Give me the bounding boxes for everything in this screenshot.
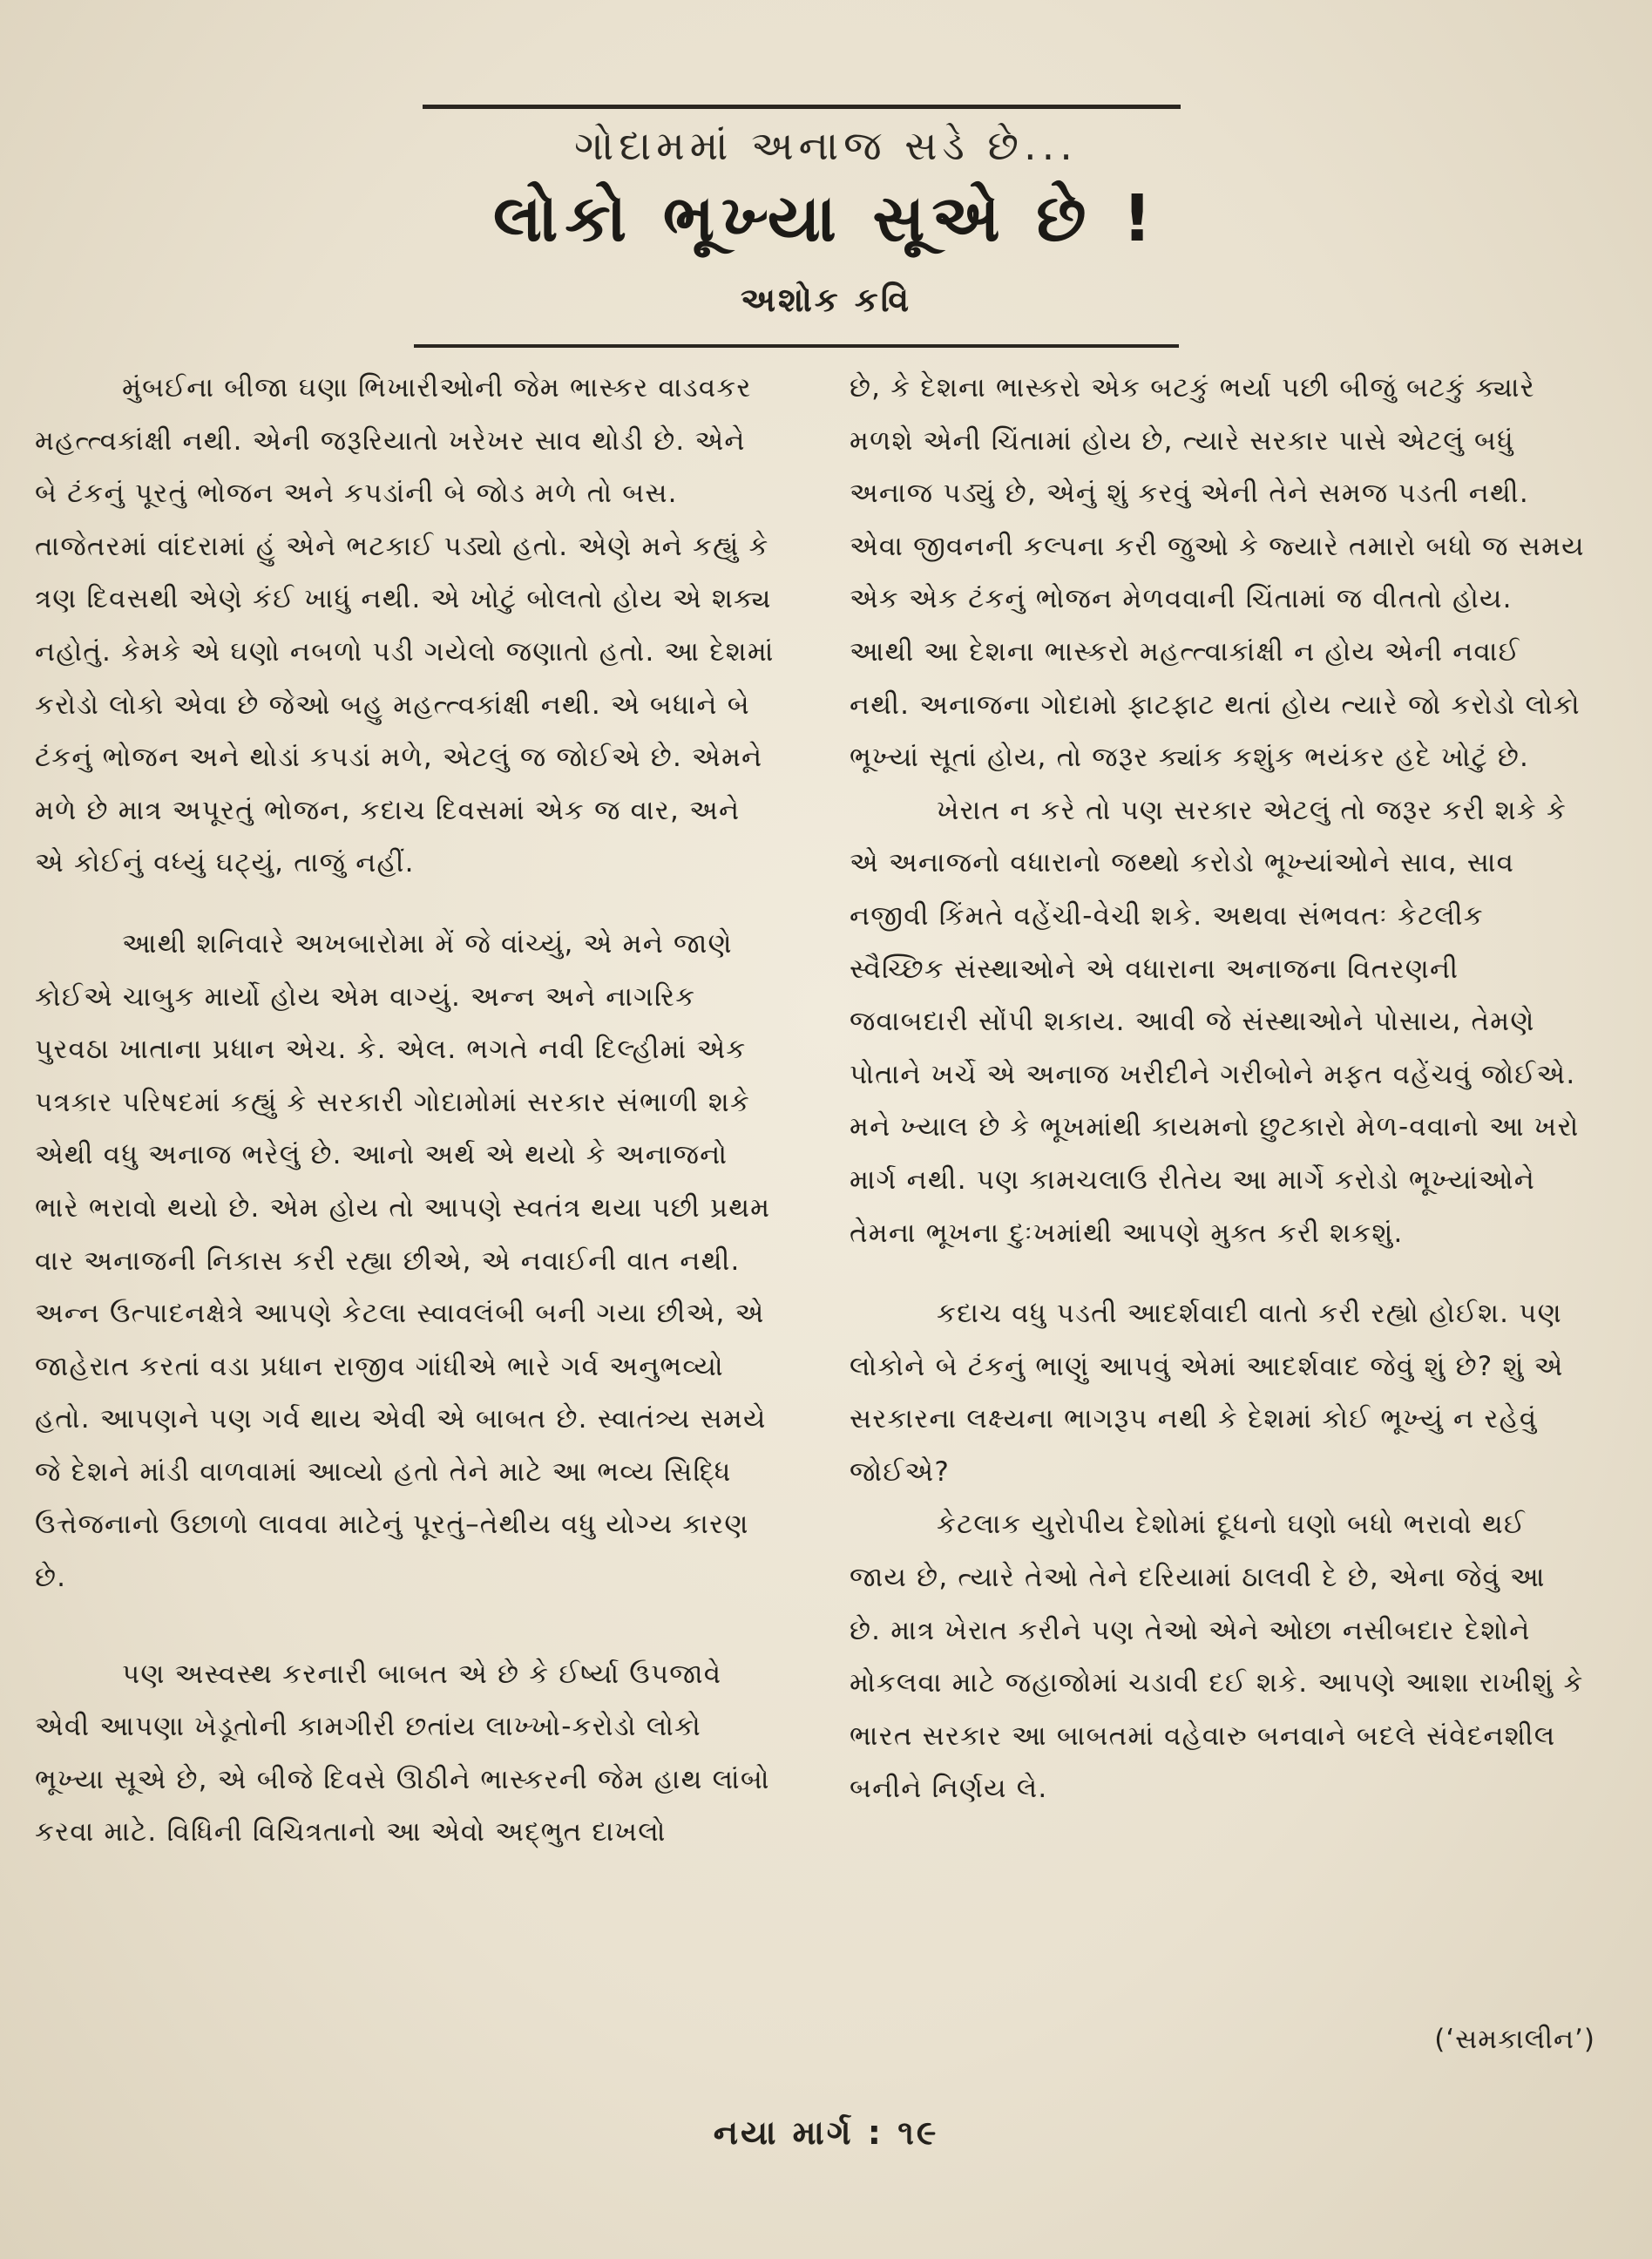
paragraph: આથી શનિવારે અખબારોમા મેં જે વાંચ્યું, એ મને જાણે કોઈએ ચાબુક માર્યો હોય એમ વાગ્યું. અન્ન અને નાગરિક પુરવઠા ખાતાના પ્રધાન એચ. કે. એલ. ભગતે નવી દિલ્હીમાં એક પત્રકાર પરિષદમાં કહ્યું કે સરકારી ગોદામોમાં સરકાર સંભાળી શકે એથી વધુ અનાજ ભરેલું છે. આનો અર્થ એ થયો કે અનાજનો ભારે ભરાવો થયો છે. એમ હોય તો આપણે સ્વતંત્ર થયા પછી પ્રથમ વાર અનાજની નિકાસ કરી રહ્યા છીએ, એ નવાઈની વાત નથી. અન્ન ઉત્પાદનક્ષેત્રે આપણે કેટલા સ્વાવલંબી બની ગયા છીએ, એ જાહેરાત કરતાં વડા પ્રધાન રાજીવ ગાંધીએ ભારે ગર્વ અનુભવ્યો હતો. આપણને પણ ગર્વ થાય એવી એ બાબત છે. સ્વાતંત્ર્ય સમયે જે દેશને માંડી વાળવામાં આવ્યો હતો તેને માટે આ ભવ્ય સિદ્ધિ ઉત્તેજનાનો ઉછાળો લાવવા માટેનું પૂરતું–તેથીય વધુ યોગ્ય કારણ છે. xyxy=(35,927,771,1594)
left-column xyxy=(35,362,775,1859)
source-credit: (‘સમકાલીન’) xyxy=(1434,2024,1595,2055)
byline-rule xyxy=(414,344,1179,348)
paragraph: મુંબઈના બીજા ઘણા ભિખારીઓની જેમ ભાસ્કર વાડવકર મહત્ત્વકાંક્ષી નથી. એની જરૂરિયાતો ખરેખર સાવ થોડી છે. એને બે ટંકનું પૂરતું ભોજન અને કપડાંની બે જોડ મળે તો બસ. તાજેતરમાં વાંદરામાં હું એને ભટકાઈ પડ્યો હતો. એણે મને કહ્યું કે ત્રણ દિવસથી એણે કંઈ ખાધું નથી. એ ખોટું બોલતો હોય એ શક્ય નહોતું. કેમકે એ ઘણો નબળો પડી ગયેલો જણાતો હતો. આ દેશમાં કરોડો લોકો એવા છે જેઓ બહુ મહત્ત્વકાંક્ષી નથી. એ બધાને બે ટંકનું ભોજન અને થોડાં કપડાં મળે, એટલું જ જોઈએ છે. એમને મળે છે માત્ર અપૂરતું ભોજન, કદાચ દિવસમાં એક જ વાર, અને એ કોઈનું વધ્યું ઘટ્યું, તાજું નહીં. xyxy=(35,372,775,879)
article-headline: લોકો ભૂખ્યા સૂએ છે ! xyxy=(492,181,1160,256)
paragraph: છે, કે દેશના ભાસ્કરો એક બટકું ભર્યા પછી બીજું બટકું ક્યારે મળશે એની ચિંતામાં હોય છે, ત્યારે સરકાર પાસે એટલું બધું અનાજ પડ્યું છે, એનું શું કરવું એની તેને સમજ પડતી નથી. એવા જીવનની કલ્પના કરી જુઓ કે જ્યારે તમારો બધો જ સમય એક એક ટંકનું ભોજન મેળવવાની ચિંતામાં જ વીતતો હોય. આથી આ દેશના ભાસ્કરો મહત્ત્વાકાંક્ષી ન હોય એની નવાઈ નથી. અનાજના ગોદામો ફાટફાટ થતાં હોય ત્યારે જો કરોડો લોકો ભૂખ્યાં સૂતાં હોય, તો જરૂર ક્યાંક કશુંક ભયંકર હદે ખોટું છે. xyxy=(850,372,1585,774)
article-byline: અશોક કવિ xyxy=(740,281,912,319)
page-footer: નયા માર્ગ : ૧૯ xyxy=(713,2113,939,2152)
top-rule xyxy=(423,105,1181,109)
paragraph: કદાચ વધુ પડતી આદર્શવાદી વાતો કરી રહ્યો હોઈશ. પણ લોકોને બે ટંકનું ભાણું આપવું એમાં આદર્શવાદ જેવું શું છે? શું એ સરકારના લક્ષ્યના ભાગરૂપ નથી કે દેશમાં કોઈ ભૂખ્યું ન રહેવું જોઈએ? xyxy=(850,1298,1564,1488)
paragraph: કેટલાક યુરોપીય દેશોમાં દૂધનો ઘણો બધો ભરાવો થઈ જાય છે, ત્યારે તેઓ તેને દરિયામાં ઠાલવી દે છે, એના જેવું આ છે. માત્ર ખેરાત કરીને પણ તેઓ એને ઓછા નસીબદાર દેશોને મોકલવા માટે જહાજોમાં ચડાવી દઈ શકે. આપણે આશા રાખીશું કે ભારત સરકાર આ બાબતમાં વહેવારુ બનવાને બદલે સંવેદનશીલ બનીને નિર્ણય લે. xyxy=(850,1509,1584,1805)
right-column xyxy=(850,362,1586,1815)
paragraph: ખેરાત ન કરે તો પણ સરકાર એટલું તો જરૂર કરી શકે કે એ અનાજનો વધારાનો જથ્થો કરોડો ભૂખ્યાંઓને સાવ, સાવ નજીવી કિંમતે વહેંચી-વેચી શકે. અથવા સંભવતઃ કેટલીક સ્વૈચ્છિક સંસ્થાઓને એ વધારાના અનાજના વિતરણની જવાબદારી સોંપી શકાય. આવી જે સંસ્થાઓને પોસાય, તેમણે પોતાને ખર્ચે એ અનાજ ખરીદીને ગરીબોને મફત વહેંચવું જોઈએ. મને ખ્યાલ છે કે ભૂખમાંથી કાયમનો છુટકારો મેળ-વવાનો આ ખરો માર્ગ નથી. પણ કામચલાઉ રીતેય આ માર્ગે કરોડો ભૂખ્યાંઓને તેમના ભૂખના દુઃખમાંથી આપણે મુક્ત કરી શકશું. xyxy=(850,794,1580,1249)
paragraph: પણ અસ્વસ્થ કરનારી બાબત એ છે કે ઈર્ષ્યા ઉપજાવે એવી આપણા ખેડૂતોની કામગીરી છતાંય લાખ્ખો-કરોડો લોકો ભૂખ્યા સૂએ છે, એ બીજે દિવસે ઊઠીને ભાસ્કરની જેમ હાથ લાંબો કરવા માટે. વિધિની વિચિત્રતાનો આ એવો અદ્ભુત દાખલો xyxy=(35,1658,770,1849)
article-kicker: ગોદામમાં અનાજ સડે છે... xyxy=(574,122,1078,169)
